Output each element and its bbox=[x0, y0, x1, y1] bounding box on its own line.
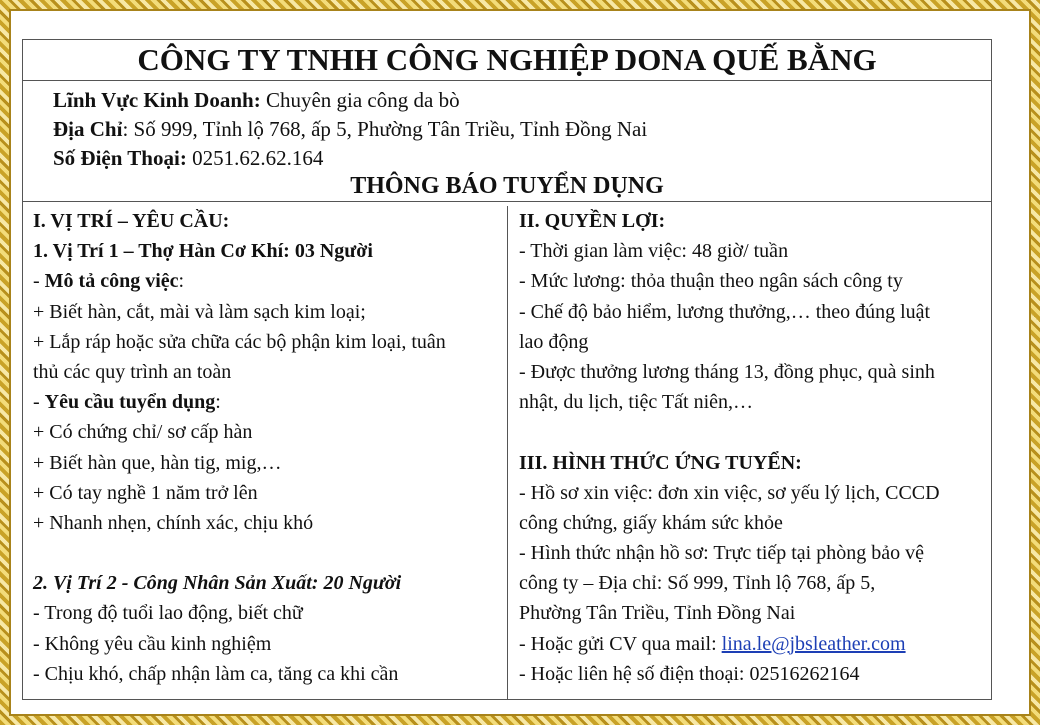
address-label: Địa Chỉ bbox=[53, 117, 123, 141]
application-item: - Hồ sơ xin việc: đơn xin việc, sơ yếu lý lịch, CCCD bbox=[519, 481, 940, 504]
application-item-cont: công ty – Địa chỉ: Số 999, Tỉnh lộ 768, ấp 5, bbox=[519, 572, 876, 595]
requirement-item: + Có tay nghề 1 năm trở lên bbox=[33, 481, 258, 504]
business-label: Lĩnh Vực Kinh Doanh: bbox=[53, 88, 261, 112]
benefit-item: - Mức lương: thỏa thuận theo ngân sách công ty bbox=[519, 270, 903, 293]
application-item-cont: công chứng, giấy khám sức khỏe bbox=[519, 511, 783, 534]
email-line bbox=[519, 629, 991, 659]
desc-prefix: - bbox=[33, 270, 45, 293]
spacer bbox=[519, 417, 991, 447]
notice-title: THÔNG BÁO TUYỂN DỤNG bbox=[350, 173, 664, 199]
description-item: + Lắp ráp hoặc sửa chữa các bộ phận kim loại, tuân bbox=[33, 330, 446, 353]
requirement-item: + Nhanh nhẹn, chính xác, chịu khó bbox=[33, 511, 314, 534]
desc-suffix: : bbox=[178, 270, 185, 293]
job-notice-document bbox=[22, 39, 992, 700]
position-2-item: - Chịu khó, chấp nhận làm ca, tăng ca khi cần bbox=[33, 662, 399, 685]
benefit-item: - Thời gian làm việc: 48 giờ/ tuần bbox=[519, 240, 789, 263]
section-1-heading: I. VỊ TRÍ – YÊU CẦU: bbox=[33, 210, 230, 232]
job-description-heading bbox=[33, 266, 507, 296]
position-2-item: - Không yêu cầu kinh nghiệm bbox=[33, 632, 272, 655]
position-2-title: 2. Vị Trí 2 - Công Nhân Sản Xuất: 20 Người bbox=[33, 572, 402, 595]
position-1-title: 1. Vị Trí 1 – Thợ Hàn Cơ Khí: 03 Người bbox=[33, 240, 373, 263]
description-item-cont: thủ các quy trình an toàn bbox=[33, 360, 232, 383]
email-prefix: - Hoặc gửi CV qua mail: bbox=[519, 632, 722, 655]
req-label: Yêu cầu tuyển dụng bbox=[44, 391, 216, 414]
right-column bbox=[509, 206, 991, 699]
requirements-heading bbox=[33, 387, 507, 417]
application-item-cont: Phường Tân Triều, Tỉnh Đồng Nai bbox=[519, 602, 796, 625]
address-value: : Số 999, Tỉnh lộ 768, ấp 5, Phường Tân Triều, Tỉnh Đồng Nai bbox=[122, 117, 648, 141]
email-link[interactable]: lina.le@jbsleather.com bbox=[721, 632, 906, 655]
requirement-item: + Có chứng chỉ/ sơ cấp hàn bbox=[33, 421, 253, 444]
phone-value: 0251.62.62.164 bbox=[186, 146, 324, 170]
requirement-item: + Biết hàn que, hàn tig, mig,… bbox=[33, 451, 282, 474]
phone-contact-line: - Hoặc liên hệ số điện thoại: 02516262164 bbox=[519, 662, 860, 685]
spacer bbox=[33, 538, 507, 568]
business-line bbox=[53, 86, 991, 115]
phone-label: Số Điện Thoại: bbox=[53, 146, 187, 170]
position-2-item: - Trong độ tuổi lao động, biết chữ bbox=[33, 602, 303, 625]
benefit-item: - Được thưởng lương tháng 13, đồng phục, quà sinh bbox=[519, 360, 935, 383]
benefit-item-cont: nhật, du lịch, tiệc Tất niên,… bbox=[519, 391, 754, 414]
benefit-item-cont: lao động bbox=[519, 330, 589, 353]
left-column bbox=[23, 206, 508, 699]
section-3-heading: III. HÌNH THỨC ỨNG TUYỂN: bbox=[519, 451, 802, 474]
benefit-item: - Chế độ bảo hiểm, lương thưởng,… theo đúng luật bbox=[519, 300, 931, 323]
req-prefix: - bbox=[33, 391, 45, 414]
desc-label: Mô tả công việc bbox=[44, 270, 179, 293]
content-columns bbox=[23, 206, 991, 699]
application-item: - Hình thức nhận hồ sơ: Trực tiếp tại phòng bảo vệ bbox=[519, 542, 924, 565]
company-name: CÔNG TY TNHH CÔNG NGHIỆP DONA QUẾ BẰNG bbox=[23, 40, 991, 81]
address-line bbox=[53, 115, 991, 144]
business-value: Chuyên gia công da bò bbox=[260, 88, 460, 112]
section-2-heading: II. QUYỀN LỢI: bbox=[519, 210, 666, 232]
req-suffix: : bbox=[215, 391, 221, 414]
description-item: + Biết hàn, cắt, mài và làm sạch kim loại; bbox=[33, 300, 366, 323]
